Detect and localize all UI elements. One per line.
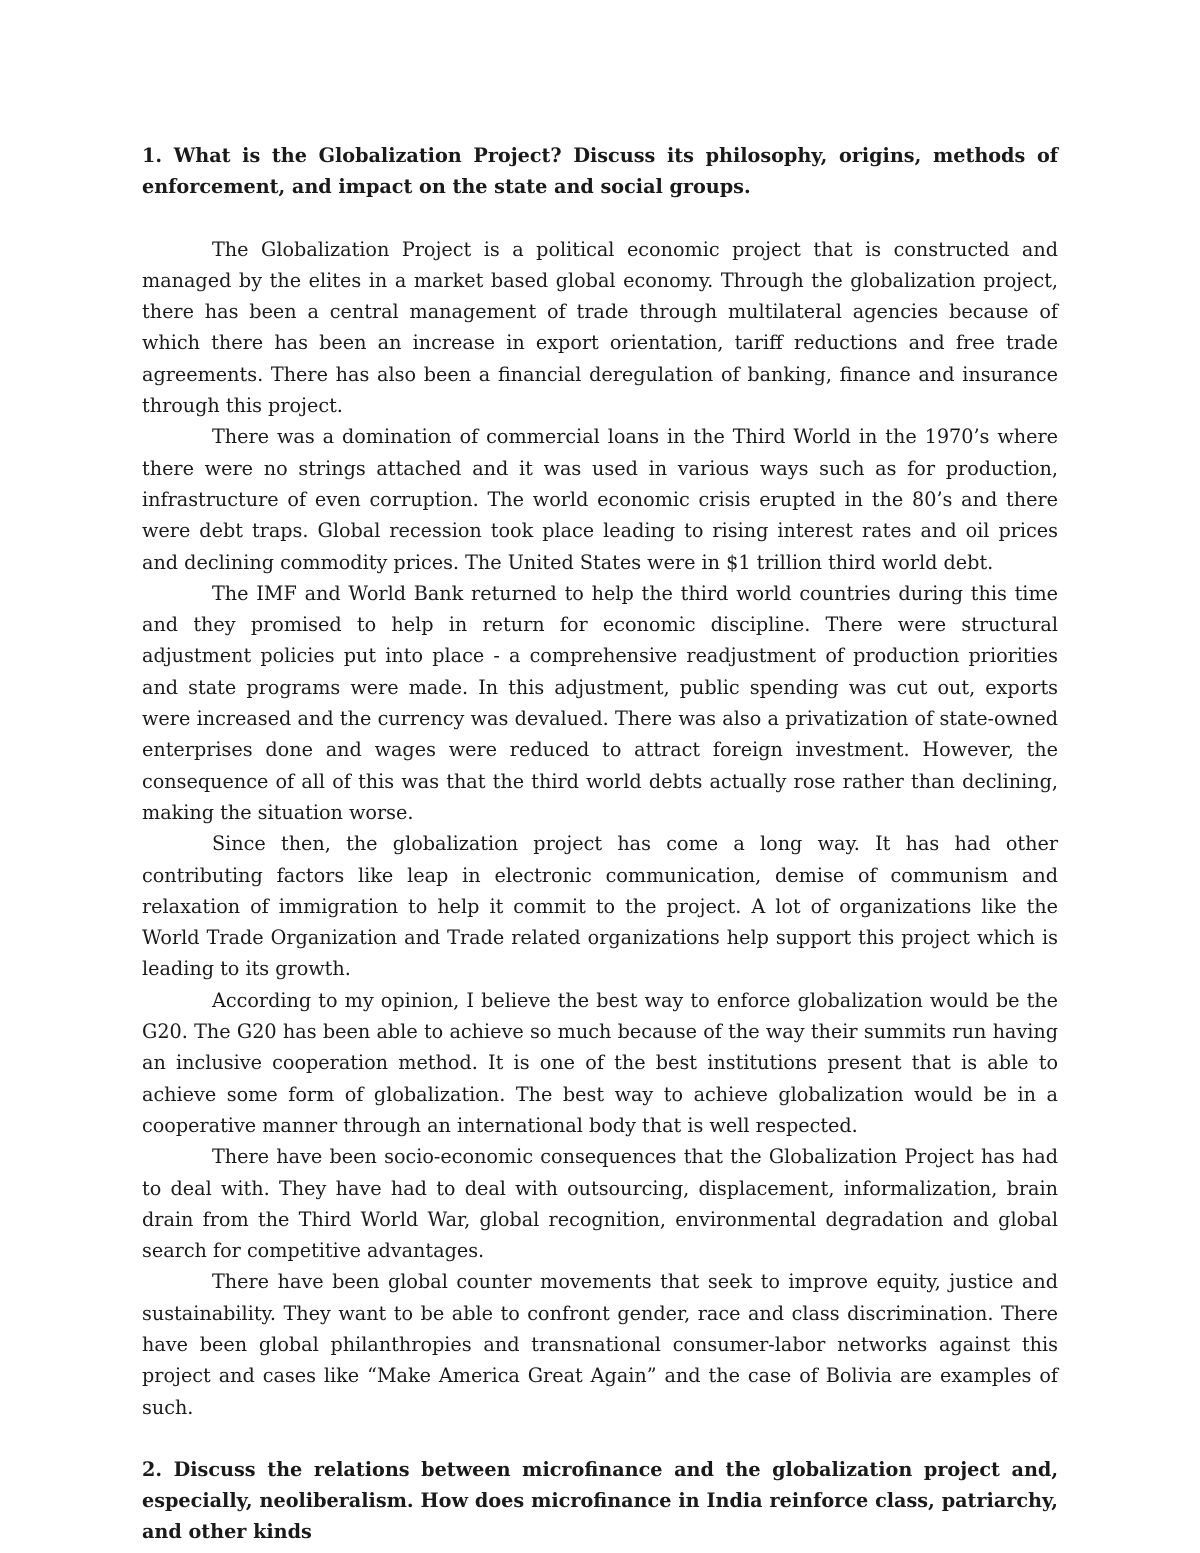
answer-1-paragraph-4: Since then, the globalization project has come a long way. It has had other contributing factors like leap in electronic communication, demise of communism and relaxation of immigration to help it commit to the project. A lot of organizations like the World Trade Organization and Trade related organizations help support this project which is leading to its growth. <box>142 832 1058 981</box>
question-2-heading: 2. Discuss the relations between microfinance and the globalization project and, especially, neoliberalism. How does microfinance in India reinforce class, patriarchy, and other kinds <box>142 1457 1058 1544</box>
document-page <box>142 140 1058 1548</box>
answer-1-paragraph-2: There was a domination of commercial loans in the Third World in the 1970’s where there were no strings attached and it was used in various ways such as for production, infrastructure of even corruption. The world economic crisis erupted in the 80’s and there were debt traps. Global recession took place leading to rising interest rates and oil prices and declining commodity prices. The United States were in $1 trillion third world debt. <box>142 425 1058 574</box>
answer-1-paragraph-3: The IMF and World Bank returned to help the third world countries during this time and they promised to help in return for economic discipline. There were structural adjustment policies put into place - a comprehensive readjustment of production priorities and state programs were made. In this adjustment, public spending was cut out, exports were increased and the currency was devalued. There was also a privatization of state-owned enterprises done and wages were reduced to attract foreign investment. However, the consequence of all of this was that the third world debts actually rose rather than declining, making the situation worse. <box>142 581 1058 824</box>
answer-1-paragraph-1: The Globalization Project is a political economic project that is constructed and managed by the elites in a market based global economy. Through the globalization project, there has been a central management of trade through multilateral agencies because of which there has been an increase in export orientation, tariff reductions and free trade agreements. There has also been a financial deregulation of banking, finance and insurance through this project. <box>142 237 1058 418</box>
answer-1-paragraph-5: According to my opinion, I believe the best way to enforce globalization would be the G20. The G20 has been able to achieve so much because of the way their summits run having an inclusive cooperation method. It is one of the best institutions present that is able to achieve some form of globalization. The best way to achieve globalization would be in a cooperative manner through an international body that is well respected. <box>142 988 1058 1137</box>
question-1-heading: 1. What is the Globalization Project? Discuss its philosophy, origins, methods of enforcement, and impact on the state and social groups. <box>142 144 1058 199</box>
answer-1-paragraph-6: There have been socio-economic consequences that the Globalization Project has had to deal with. They have had to deal with outsourcing, displacement, informalization, brain drain from the Third World War, global recognition, environmental degradation and global search for competitive advantages. <box>142 1145 1058 1263</box>
answer-1-paragraph-7: There have been global counter movements that seek to improve equity, justice and sustainability. They want to be able to confront gender, race and class discrimination. There have been global philanthropies and transnational consumer-labor networks against this project and cases like “Make America Great Again” and the case of Bolivia are examples of such. <box>142 1270 1058 1419</box>
